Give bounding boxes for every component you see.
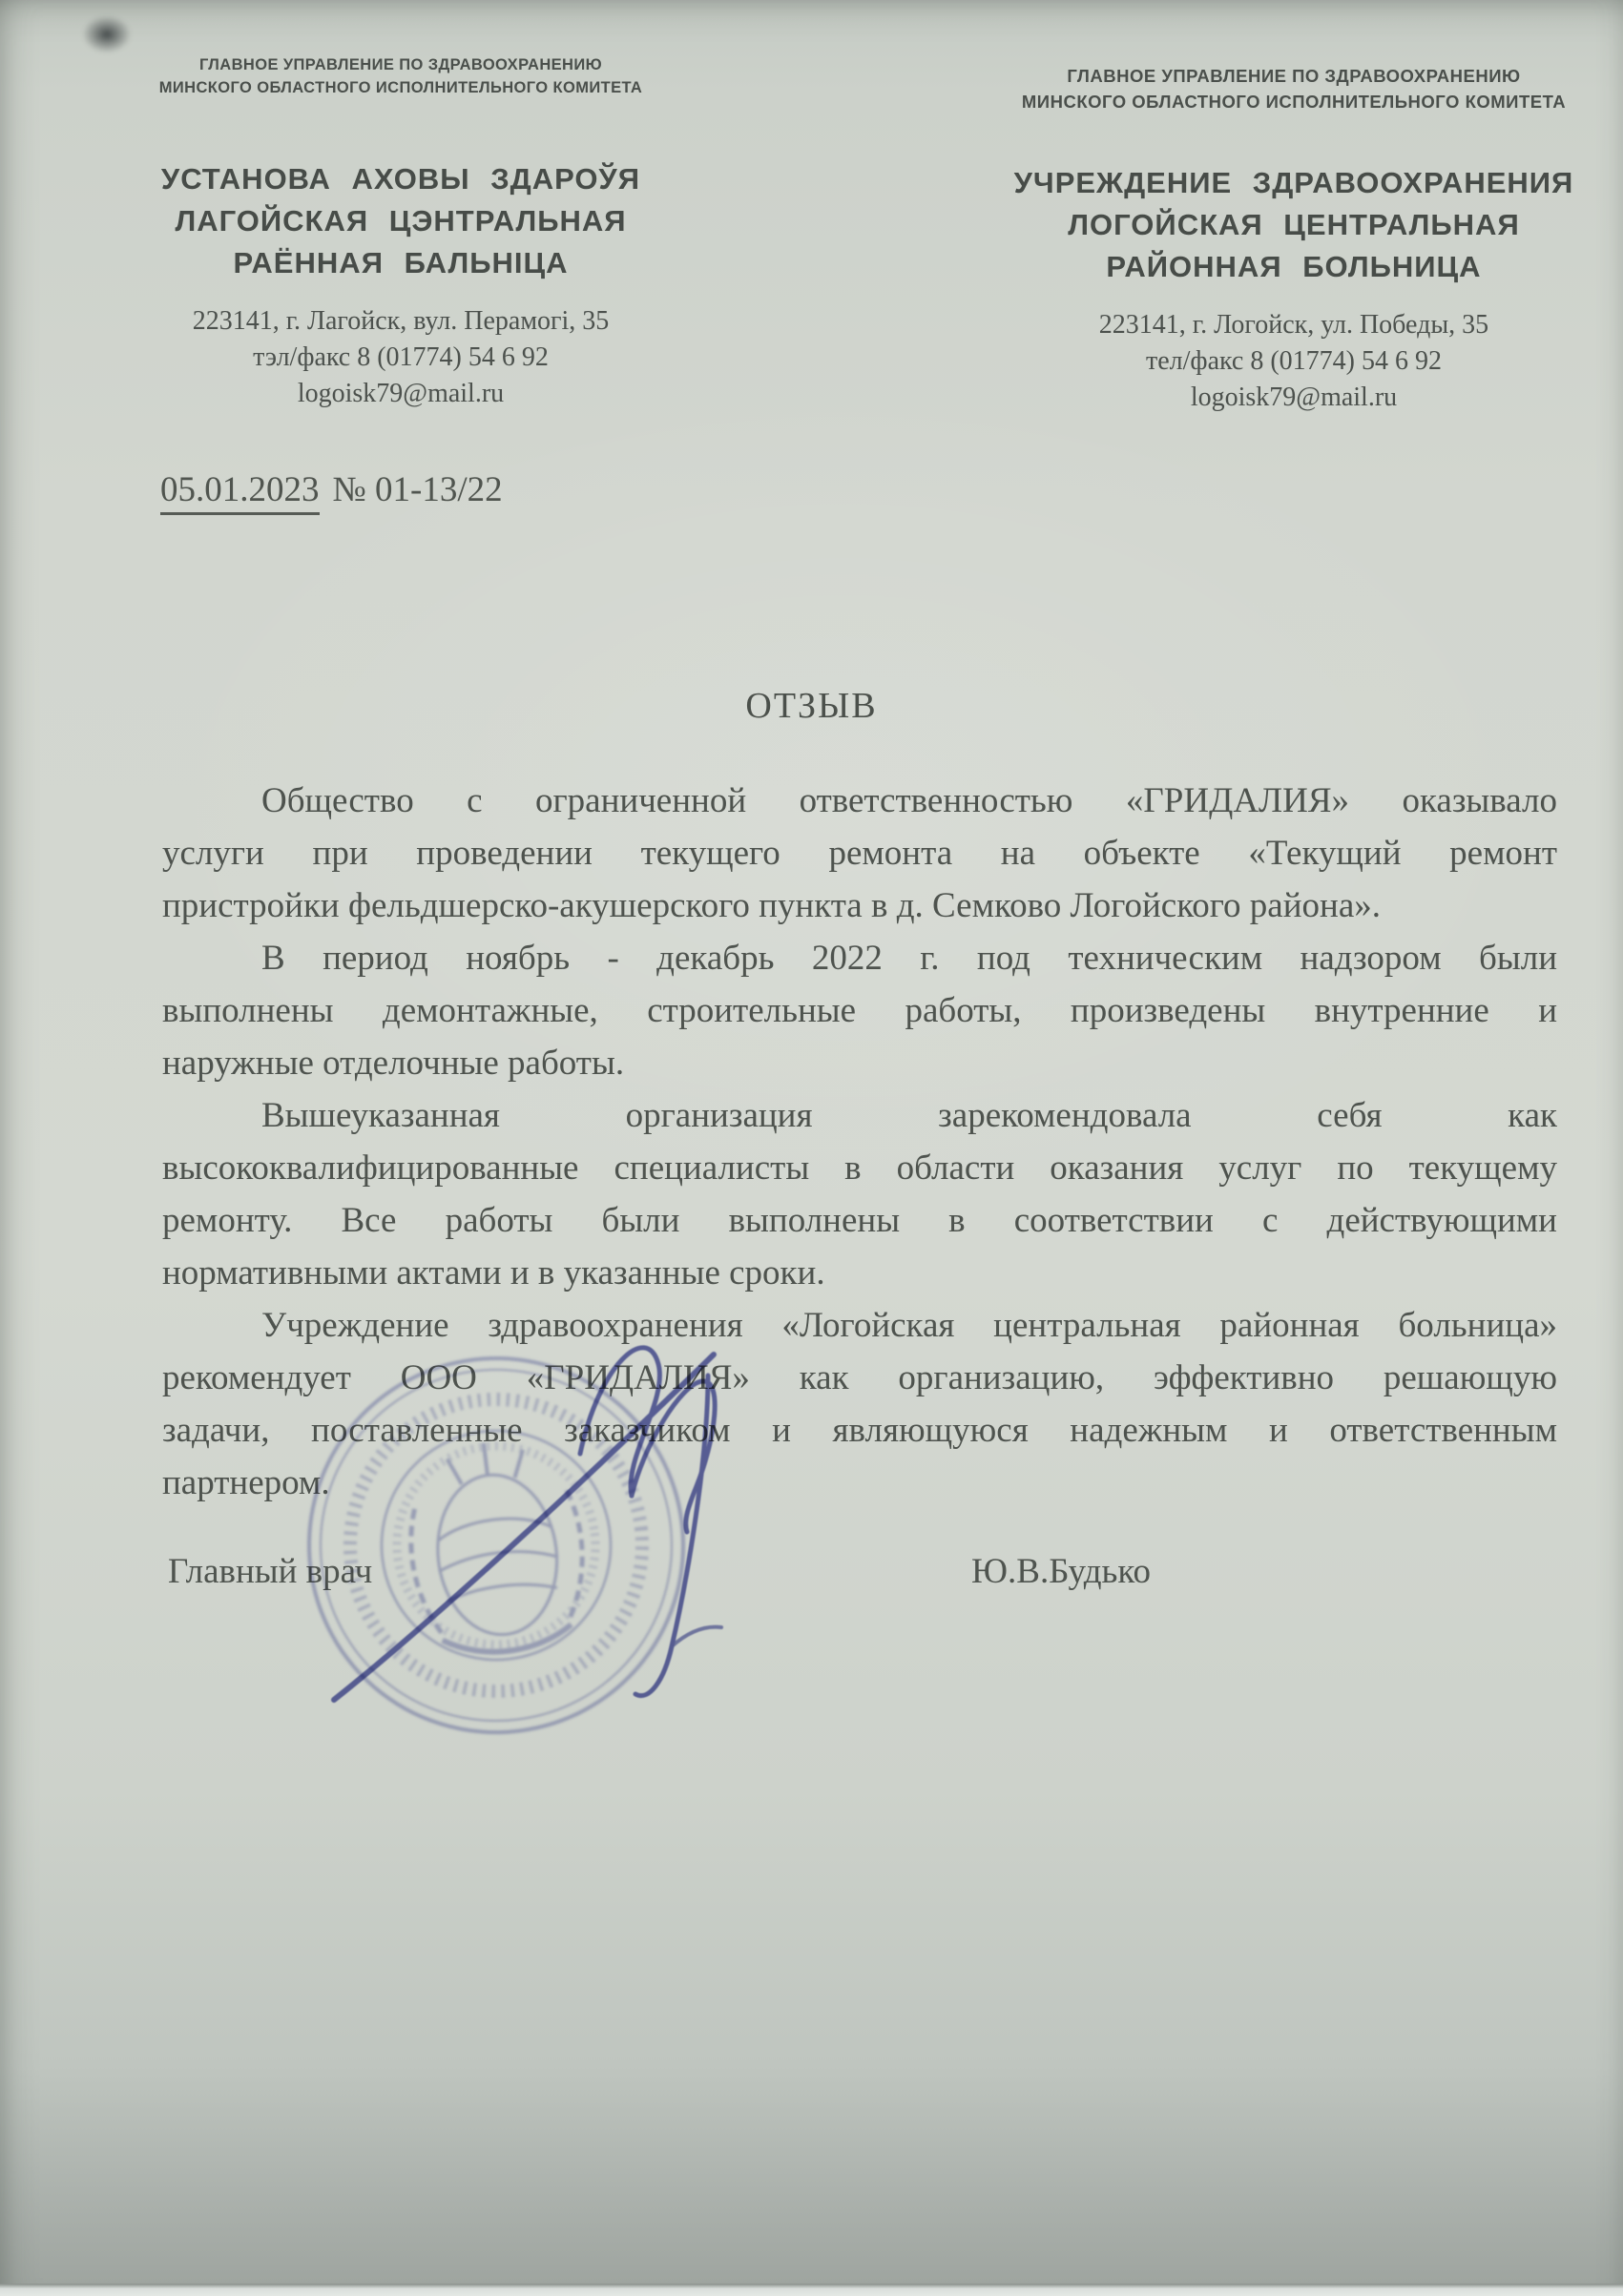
address-line: 223141, г. Логойск, ул. Победы, 35 xyxy=(1098,310,1489,340)
document-date: 05.01.2023 xyxy=(160,470,320,515)
phone-line: тел/факс 8 (01774) 54 6 92 xyxy=(1146,346,1442,376)
body-line: ремонту. Все работы были выполнены в соответствии с действующими xyxy=(162,1201,1557,1240)
org-name-line: РАЁННАЯ БАЛЬНІЦА xyxy=(233,246,569,279)
address-line: 223141, г. Лагойск, вул. Перамогі, 35 xyxy=(192,306,610,336)
email-line: logoisk79@mail.ru xyxy=(1190,383,1398,412)
body-line: пристройки фельдшерско-акушерского пункта в д. Семково Логойского района». xyxy=(162,886,1382,925)
body-line: Общество с ограниченной ответственностью «ГРИДАЛИЯ» оказывало xyxy=(261,781,1557,820)
authority-line: МИНСКОГО ОБЛАСТНОГО ИСПОЛНИТЕЛЬНОГО КОМИТЕТА xyxy=(1021,92,1567,112)
email-line: logoisk79@mail.ru xyxy=(297,379,505,408)
org-name-line: РАЙОННАЯ БОЛЬНИЦА xyxy=(1106,250,1482,283)
body-line: рекомендует ООО «ГРИДАЛИЯ» как организацию, эффективно решающую xyxy=(162,1358,1557,1397)
org-name-line: УСТАНОВА АХОВЫ ЗДАРОЎЯ xyxy=(160,162,641,196)
body-line: Учреждение здравоохранения «Логойская центральная районная больница» xyxy=(261,1306,1557,1345)
org-name-line: ЛАГОЙСКАЯ ЦЭНТРАЛЬНАЯ xyxy=(175,204,627,238)
signoff-name: Ю.В.Будько xyxy=(971,1552,1151,1591)
body-line: Вышеуказанная организация зарекомендовала себя как xyxy=(261,1096,1557,1135)
document-number: № 01-13/22 xyxy=(332,470,503,509)
reference-line xyxy=(160,469,503,510)
document-title: ОТЗЫВ xyxy=(745,686,878,726)
body-line: наружные отделочные работы. xyxy=(162,1044,625,1083)
body-paragraph xyxy=(162,775,1557,932)
authority-line: ГЛАВНОЕ УПРАВЛЕНИЕ ПО ЗДРАВООХРАНЕНИЮ xyxy=(1067,66,1521,86)
authority-line: ГЛАВНОЕ УПРАВЛЕНИЕ ПО ЗДРАВООХРАНЕНИЮ xyxy=(198,56,603,73)
body-paragraph xyxy=(162,932,1557,1089)
handwritten-signature xyxy=(324,1295,821,1744)
paper-bottom-edge xyxy=(0,2284,1623,2296)
body-line: партнером. xyxy=(162,1463,330,1502)
org-name-line: УЧРЕЖДЕНИЕ ЗДРАВООХРАНЕНИЯ xyxy=(1013,166,1574,199)
authority-line: МИНСКОГО ОБЛАСТНОГО ИСПОЛНИТЕЛЬНОГО КОМИТЕТА xyxy=(158,79,643,96)
body-line: В период ноябрь - декабрь 2022 г. под техническим надзором были xyxy=(261,939,1557,978)
letterhead-right xyxy=(992,63,1595,416)
body-line: высококвалифицированные специалисты в области оказания услуг по текущему xyxy=(162,1148,1557,1188)
body-line: услуги при проведении текущего ремонта на объекте «Текущий ремонт xyxy=(162,834,1557,873)
body-line: выполнены демонтажные, строительные работы, произведены внутренние и xyxy=(162,991,1557,1030)
phone-line: тэл/факс 8 (01774) 54 6 92 xyxy=(253,342,549,372)
body-line: нормативными актами и в указанные сроки. xyxy=(162,1253,825,1293)
body-line: задачи, поставленные заказчиком и являющуюся надежным и ответственным xyxy=(162,1411,1557,1450)
body-paragraph xyxy=(162,1089,1557,1299)
org-name-line: ЛОГОЙСКАЯ ЦЕНТРАЛЬНАЯ xyxy=(1068,208,1520,241)
signoff-position: Главный врач xyxy=(168,1552,373,1591)
letterhead-left xyxy=(113,53,689,412)
scan-artifact-smudge xyxy=(82,15,132,53)
